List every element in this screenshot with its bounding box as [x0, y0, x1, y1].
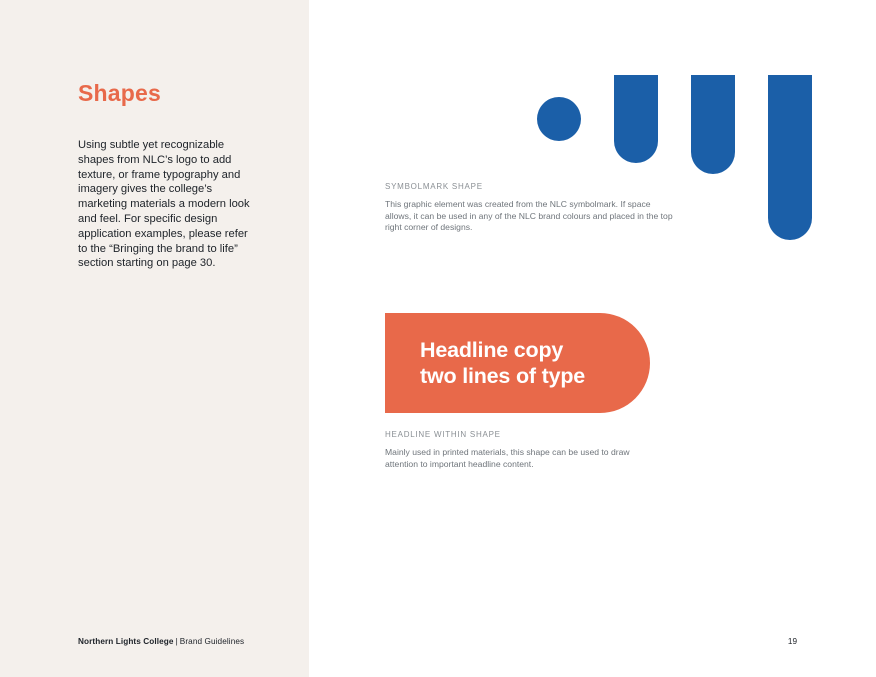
headline-line-2: two lines of type [420, 364, 586, 388]
footer-document-name: Brand Guidelines [179, 637, 245, 646]
symbolmark-dot-shape [537, 97, 581, 141]
footer-organization: Northern Lights College [78, 637, 174, 646]
intro-paragraph: Using subtle yet recognizable shapes from NLC’s logo to add texture, or frame typography and imagery gives the college’s marketing materials a modern look and feel. For specific design application examples, please refer to the “Bringing the brand to life” section starting on page 30. [78, 139, 250, 270]
footer-credit [78, 637, 244, 646]
symbolmark-u-shape-medium [691, 75, 735, 174]
page-title: Shapes [78, 80, 162, 106]
symbolmark-u-shape-tall [768, 75, 812, 240]
headline-caption-body: Mainly used in printed materials, this shape can be used to draw attention to important headline content. [385, 447, 630, 469]
symbolmark-caption-body: This graphic element was created from the NLC symbolmark. If space allows, it can be used in any of the NLC brand colours and placed in the top right corner of designs. [385, 199, 673, 232]
content-panel [309, 0, 876, 677]
symbolmark-caption-label: SYMBOLMARK SHAPE [385, 182, 483, 191]
headline-line-1: Headline copy [420, 338, 564, 362]
headline-shape-caption [385, 430, 655, 470]
headline-shape-example [385, 313, 650, 413]
page-number: 19 [787, 637, 797, 646]
left-sidebar-panel [0, 0, 309, 677]
symbolmark-caption [385, 182, 675, 234]
symbolmark-u-shape-short [614, 75, 658, 163]
headline-caption-label: HEADLINE WITHIN SHAPE [385, 430, 501, 439]
footer-separator: | [175, 637, 178, 646]
